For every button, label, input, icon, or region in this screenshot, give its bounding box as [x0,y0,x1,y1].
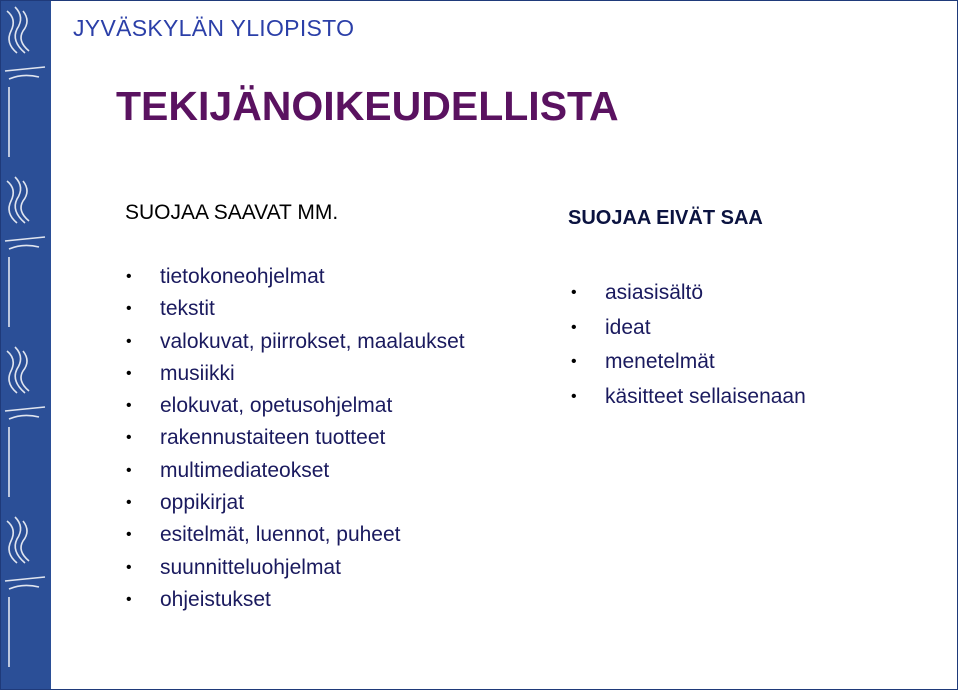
bullet-icon: • [126,268,132,285]
list-item: • rakennustaiteen tuotteet [160,422,465,454]
protected-heading: SUOJAA SAAVAT MM. [125,201,339,224]
list-item: • menetelmät [605,345,806,380]
page-title: TEKIJÄNOIKEUDELLISTA [116,83,619,129]
list-item: • tietokoneohjelmat [160,261,465,293]
list-item: • valokuvat, piirrokset, maalaukset [160,326,465,358]
bullet-icon: • [126,526,132,544]
bullet-icon: • [126,429,132,447]
list-item: • tekstit [160,293,465,325]
protected-list [126,261,465,616]
bullet-icon: • [126,558,132,576]
list-item: • elokuvat, opetusohjelmat [160,390,465,422]
list-item: • ideat [605,311,806,346]
institution-name: JYVÄSKYLÄN YLIOPISTO [73,15,355,41]
bullet-icon: • [571,353,577,370]
bullet-icon: • [126,461,132,479]
list-item: • esitelmät, luennot, puheet [160,519,465,551]
list-item: • käsitteet sellaisenaan [605,380,806,415]
not-protected-heading: SUOJAA EIVÄT SAA [568,207,763,229]
list-item: • asiasisältö [605,276,806,311]
bullet-icon: • [126,590,132,608]
bullet-icon: • [126,300,132,318]
bullet-icon: • [126,364,132,382]
bullet-icon: • [126,332,132,350]
flame-logo-pattern-icon [1,1,51,690]
list-item: • ohjeistukset [160,584,465,616]
list-item: • musiikki [160,358,465,390]
list-item: • oppikirjat [160,487,465,519]
bullet-icon: • [571,318,577,336]
list-item: • suunnitteluohjelmat [160,552,465,584]
bullet-icon: • [126,494,132,512]
bullet-icon: • [126,397,132,415]
bullet-icon: • [571,284,577,301]
sidebar-logo-strip [1,1,51,690]
list-item: • multimediateokset [160,455,465,487]
not-protected-list [571,276,806,414]
bullet-icon: • [571,387,577,405]
